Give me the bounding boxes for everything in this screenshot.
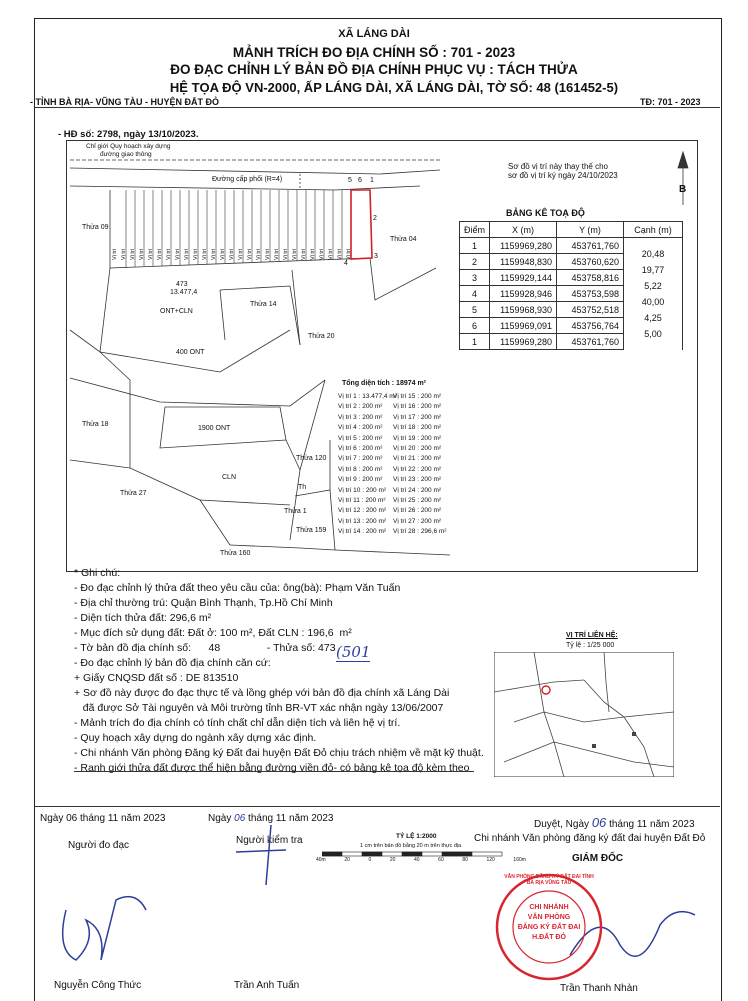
strip-label: Vị trí [166,248,172,260]
note-line: - Đo đạc chỉnh lý bản đồ địa chính căn cứ: [74,657,271,669]
corner-label-2: 2 [373,215,377,222]
strip-label: Vị trí [319,248,325,260]
strip-label: Vị trí [265,248,271,260]
coord-cell-pt: 1 [460,334,490,350]
notes-heading: * Ghi chú: [74,567,121,579]
strip-label: Vị trí [175,248,181,260]
vitri-item: Vị trí 11 : 200 m² [338,497,386,505]
label-thua04: Thửa 04 [390,236,417,243]
role-checker: Người kiểm tra [236,835,303,846]
agency-name: Chi nhánh Văn phòng đăng ký đất đai huyện Đất Đỏ [474,833,706,844]
coord-cell-x: 1159928,946 [490,286,557,302]
vitri-item: Vị trí 22 : 200 m² [393,465,442,473]
strip-label: Vị trí [256,248,262,260]
coord-cell-x: 1159969,280 [490,238,557,254]
scale-tick-label: 20 [344,857,350,863]
vitri-item: Vị trí 10 : 200 m² [338,486,387,494]
coord-cell-x: 1159968,930 [490,302,557,318]
label-thua1: Thửa 1 [284,508,307,515]
scale-tick-label: 40m [316,857,326,863]
strip-label: Vị trí [229,248,235,260]
scale-title: TỶ LỆ 1:2000 [396,833,437,840]
coord-cell-edge: 19,77 [624,262,683,278]
label-thua27: Thửa 27 [120,490,147,497]
coord-cell-x: 1159969,091 [490,318,557,334]
date-checker-pre: Ngày [208,813,232,824]
date-approval [534,815,695,830]
vitri-item: Vị trí 7 : 200 m² [338,455,383,463]
vitri-left-container [338,392,398,538]
vitri-item: Vị trí 9 : 200 m² [338,476,383,484]
col-x: X (m) [490,222,557,238]
note-line: đã được Sở Tài nguyên và Môi trường tỉnh BR-VT xác nhận ngày 13/06/2007 [74,702,444,714]
seal-line-4: H.ĐẤT ĐỎ [532,934,566,941]
province-line: - TỈNH BÀ RỊA- VŨNG TÀU - HUYỆN ĐẤT ĐỎ [30,97,219,107]
coord-cell-x: 1159948,830 [490,254,557,270]
date-surveyor: Ngày 06 tháng 11 năm 2023 [40,813,166,824]
strip-label: Vị trí [211,248,217,260]
date-checker-day: 06 [234,813,246,824]
name-surveyor: Nguyễn Công Thức [54,980,142,991]
corner-label-6: 6 [358,177,362,184]
vitri-left-list [338,392,398,538]
vitri-item: Vị trí 27 : 200 m² [393,517,442,525]
coord-table-title: BẢNG KÊ TOẠ ĐỘ [506,208,585,218]
commune-title: XÃ LÁNG DÀI [338,28,410,40]
td-number: TĐ: 701 - 2023 [640,97,701,107]
note-line: - Mục đích sử dụng đất: Đất ở: 100 m², Đất CLN : 196,6 m² [74,627,352,639]
label-thua18: Thửa 18 [82,421,109,428]
coordinate-table [459,221,683,350]
coord-table-body [460,238,683,350]
label-thua14: Thửa 14 [250,301,277,308]
signature-surveyor [46,880,156,970]
coord-cell-pt: 3 [460,270,490,286]
seal-line-1: CHI NHÁNH [529,904,569,911]
strip-label: Vị trí [157,248,163,260]
vitri-item: Vị trí 25 : 200 m² [393,497,442,505]
coord-cell-pt: 5 [460,302,490,318]
note-line: + Sơ đồ này được đo đạc thực tế và lồng ghép với bản đồ địa chính xã Láng Dài [74,687,450,699]
date-checker-post: tháng 11 năm 2023 [248,813,334,824]
label-thua159: Thửa 159 [296,527,327,534]
label-473-area: 13.477,4 [170,289,198,296]
label-400ont: 400 ONT [176,349,205,356]
vitri-item: Vị trí 20 : 200 m² [393,445,442,453]
corner-label-3: 3 [374,253,378,260]
road-label: Đường cấp phối (R=4) [212,176,283,183]
col-edge: Cạnh (m) [624,222,683,238]
vitri-item: Vị trí 28 : 296,6 m² [393,528,447,536]
coord-row [460,238,683,254]
coord-cell-y: 453760,620 [557,254,624,270]
vitri-right-list [393,392,453,538]
strip-label: Vị trí [139,248,145,260]
scale-ticks-container [316,857,526,863]
coord-cell-edge: 40,00 [624,294,683,310]
corner-label-1: 1 [370,177,374,184]
name-checker: Trần Anh Tuấn [234,980,300,991]
north-label: B [679,184,687,195]
coord-cell-y: 453753,598 [557,286,624,302]
coord-cell-edge: 5,00 [624,326,683,342]
corner-label-5: 5 [348,177,352,184]
vitri-item: Vị trí 4 : 200 m² [338,424,383,432]
coord-cell-y: 453752,518 [557,302,624,318]
strip-label: Vị trí [121,248,127,260]
scale-tick-label: 0 [368,857,372,863]
locator-map [494,652,674,777]
coord-cell-y: 453758,816 [557,270,624,286]
scale-tick-label: 60 [438,857,444,863]
date-approval-pre: Duyệt, Ngày [534,819,590,830]
seal-line-2: VĂN PHÒNG [527,914,571,921]
note-line: - Đo đạc chỉnh lý thửa đất theo yêu cầu của: ông(bà): Phạm Văn Tuấn [74,582,401,594]
label-cln: CLN [222,474,237,481]
strip-label: Vị trí [193,248,199,260]
strip-labels [108,192,358,262]
scale-note: 1 cm trên bản đồ bằng 20 m trên thực địa [360,843,462,849]
name-director: Trần Thanh Nhàn [560,983,638,994]
contract-number: - HĐ số: 2798, ngày 13/10/2023. [58,129,199,140]
replace-note-1: Sơ đồ vị trí này thay thế cho [508,162,608,171]
strip-label: Vị trí [112,248,118,260]
strip-label: Vị trí [148,248,154,260]
vitri-item: Vị trí 26 : 200 m² [393,507,442,515]
vitri-item: Vị trí 15 : 200 m² [393,393,442,400]
coord-cell-edge: 4,25 [624,310,683,326]
strip-label: Vị trí [238,248,244,260]
scale-ticks [316,857,526,863]
note-divider [74,771,474,772]
role-surveyor: Người đo đạc [68,840,130,851]
strip-label: Vị trí [337,248,343,260]
date-approval-day: 06 [591,815,607,830]
planning-note-2: đường giao thông [100,151,152,158]
coord-cell-pt: 2 [460,254,490,270]
scale-tick-label: 160m [513,857,526,863]
vitri-item: Vị trí 1 : 13.477,4 m² [338,393,397,400]
strip-label: Vị trí [346,248,352,260]
vitri-item: Vị trí 19 : 200 m² [393,434,442,442]
vitri-item: Vị trí 6 : 200 m² [338,445,383,453]
note-line: - Ranh giới thửa đất được thể hiện bằng đường viền đỏ- có bảng kê tọa độ kèm theo [74,762,470,774]
corner-label-4: 4 [344,260,348,267]
document-purpose: ĐO ĐẠC CHỈNH LÝ BẢN ĐỒ ĐỊA CHÍNH PHỤC VỤ : TÁCH THỬA [170,62,578,77]
label-1900ont: 1900 ONT [198,425,231,432]
document-title: MẢNH TRÍCH ĐO ĐỊA CHÍNH SỐ : 701 - 2023 [232,45,516,60]
strip-label: Vị trí [310,248,316,260]
strip-container [108,192,358,262]
locator-divider [34,806,720,807]
col-y: Y (m) [557,222,624,238]
strip-label: Vị trí [247,248,253,260]
handwritten-note: (501 [336,643,371,661]
vitri-item: Vị trí 14 : 200 m² [338,528,387,536]
seal-line-3: ĐĂNG KÝ ĐẤT ĐAI [517,924,581,931]
vitri-item: Vị trí 12 : 200 m² [338,507,387,515]
planning-note-1: Chỉ giới Quy hoạch xây dựng [86,143,171,150]
locator-scale: Tỷ lệ : 1/25 000 [566,642,615,649]
vitri-item: Vị trí 24 : 200 m² [393,486,442,494]
locator-title: VỊ TRÍ LIÊN HỆ: [566,632,618,639]
coord-cell-pt: 1 [460,238,490,254]
coord-cell-y: 453756,764 [557,318,624,334]
scale-tick-label: 120 [486,857,495,863]
coord-cell-edge: 20,48 [624,246,683,262]
strip-label: Vị trí [130,248,136,260]
label-thua160: Thửa 160 [220,550,251,557]
total-area: Tổng diện tích : 18974 m² [342,380,427,387]
signature-checker [226,820,296,890]
date-approval-post: tháng 11 năm 2023 [609,819,695,830]
vitri-item: Vị trí 8 : 200 m² [338,465,383,473]
vitri-item: Vị trí 5 : 200 m² [338,434,383,442]
coord-cell-edge [624,342,683,358]
note-line: - Mảnh trích đo địa chính có tính chất chỉ dẫn diện tích và liên hệ vị trí. [74,717,401,729]
scale-tick-label: 80 [462,857,468,863]
note-line: + Giấy CNQSD đất số : DE 813510 [74,672,239,684]
strip-label: Vị trí [184,248,190,260]
label-ont-cln: ONT+CLN [160,308,193,315]
label-thua20: Thửa 20 [308,333,335,340]
strip-label: Vị trí [220,248,226,260]
strip-label: Vị trí [283,248,289,260]
coord-cell-x: 1159929,144 [490,270,557,286]
replace-note-2: sơ đồ vị trí ký ngày 24/10/2023 [508,171,618,180]
strip-label: Vị trí [292,248,298,260]
label-473: 473 [176,281,188,288]
vitri-right-container [393,392,453,538]
vitri-item: Vị trí 18 : 200 m² [393,424,442,432]
strip-label: Vị trí [328,248,334,260]
label-thua120: Thửa 120 [296,455,327,462]
director-title: GIÁM ĐỐC [572,853,624,864]
vitri-item: Vị trí 21 : 200 m² [393,455,442,463]
note-line: - Diện tích thửa đất: 296,6 m² [74,612,212,624]
vitri-item: Vị trí 17 : 200 m² [393,413,442,421]
coord-cell-x: 1159969,280 [490,334,557,350]
note-line: - Chi nhánh Văn phòng Đăng ký Đất đai huyện Đất Đỏ chịu trách nhiệm về mặt kỹ thuật. [74,747,484,759]
vitri-item: Vị trí 16 : 200 m² [393,403,442,411]
seal-ring-text: VĂN PHÒNG ĐĂNG KÝ ĐẤT ĐAI TỈNH BÀ RỊA VŨNG TÀU [504,874,594,886]
note-line: - Tờ bản đồ địa chính số: 48 - Thửa số: 473 [74,642,336,654]
coord-cell-pt: 6 [460,318,490,334]
coord-cell-pt: 4 [460,286,490,302]
col-point: Điểm [460,222,490,238]
strip-label: Vị trí [301,248,307,260]
seal-center [514,903,584,943]
coordinate-system: HỆ TỌA ĐỘ VN-2000, ẤP LÁNG DÀI, XÃ LÁNG DÀI, TỜ SỐ: 48 (161452-5) [169,80,619,95]
note-line: - Địa chỉ thường trú: Quận Bình Thạnh, Tp.Hồ Chí Minh [74,597,333,609]
strip-label: Vị trí [202,248,208,260]
vitri-item: Vị trí 23 : 200 m² [393,476,442,484]
label-thua-partial: Th [298,484,307,491]
coord-table-header [460,222,683,238]
coord-cell-y: 453761,760 [557,334,624,350]
note-line: - Quy hoạch xây dựng do ngành xây dựng xác định. [74,732,317,744]
vitri-item: Vị trí 2 : 200 m² [338,403,383,411]
scale-tick-label: 40 [414,857,420,863]
label-thua09: Thửa 09 [82,224,109,231]
coord-cell-edge: 5,22 [624,278,683,294]
scale-tick-label: 20 [389,857,396,863]
coord-cell-y: 453761,760 [557,238,624,254]
vitri-item: Vị trí 13 : 200 m² [338,517,387,525]
vitri-item: Vị trí 3 : 200 m² [338,413,383,421]
strip-label: Vị trí [274,248,280,260]
